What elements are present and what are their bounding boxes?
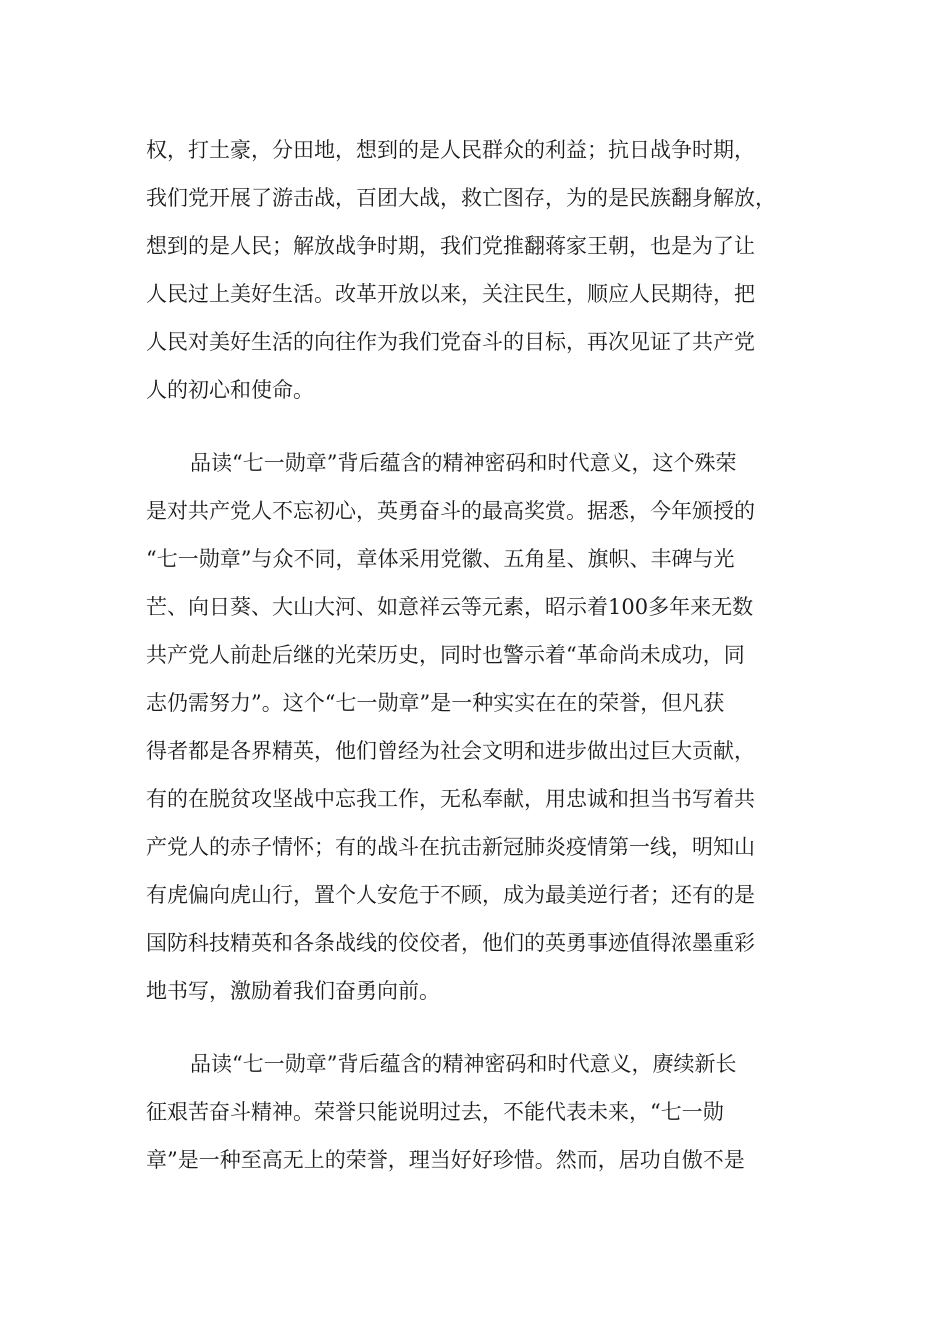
text-line: 我们党开展了游击战，百团大战，救亡图存，为的是民族翻身解放，: [146, 186, 776, 210]
text-line: 章”是一种至高无上的荣誉，理当好好珍惜。然而，居功自傲不是: [146, 1148, 745, 1172]
text-line: 品读“七一勋章”背后蕴含的精神密码和时代意义，这个殊荣: [190, 451, 737, 475]
text-line: 有的在脱贫攻坚战中忘我工作，无私奉献，用忠诚和担当书写着共: [146, 787, 755, 811]
text-line: 得者都是各界精英，他们曾经为社会文明和进步做出过巨大贡献，: [146, 739, 755, 763]
text-line: 芒、向日葵、大山大河、如意祥云等元素，昭示着100多年来无数: [146, 595, 754, 619]
text-line: 是对共产党人不忘初心，英勇奋斗的最高奖赏。据悉，今年颁授的: [146, 499, 755, 523]
text-line: 共产党人前赴后继的光荣历史，同时也警示着“革命尚未成功，同: [146, 643, 745, 667]
text-line: 人民对美好生活的向往作为我们党奋斗的目标，再次见证了共产党: [146, 330, 755, 354]
text-line: 想到的是人民；解放战争时期，我们党推翻蒋家王朝，也是为了让: [146, 234, 755, 258]
text-line: 征艰苦奋斗精神。荣誉只能说明过去，不能代表未来，“七一勋: [146, 1100, 724, 1124]
text-line: 品读“七一勋章”背后蕴含的精神密码和时代意义，赓续新长: [190, 1052, 737, 1076]
text-line: 志仍需努力”。这个“七一勋章”是一种实实在在的荣誉，但凡获: [146, 691, 725, 715]
text-line: “七一勋章”与众不同，章体采用党徽、五角星、旗帜、丰碑与光: [146, 547, 735, 571]
text-line: 人民过上美好生活。改革开放以来，关注民生，顺应人民期待，把: [146, 282, 755, 306]
text-line: 有虎偏向虎山行，置个人安危于不顾，成为最美逆行者；还有的是: [146, 883, 755, 907]
text-line: 人的初心和使命。: [146, 378, 314, 402]
text-line: 地书写，激励着我们奋勇向前。: [146, 979, 440, 1003]
text-line: 产党人的赤子情怀；有的战斗在抗击新冠肺炎疫情第一线，明知山: [146, 835, 755, 859]
text-line: 国防科技精英和各条战线的佼佼者，他们的英勇事迹值得浓墨重彩: [146, 931, 755, 955]
text-line: 权，打土豪，分田地，想到的是人民群众的利益；抗日战争时期，: [146, 138, 755, 162]
